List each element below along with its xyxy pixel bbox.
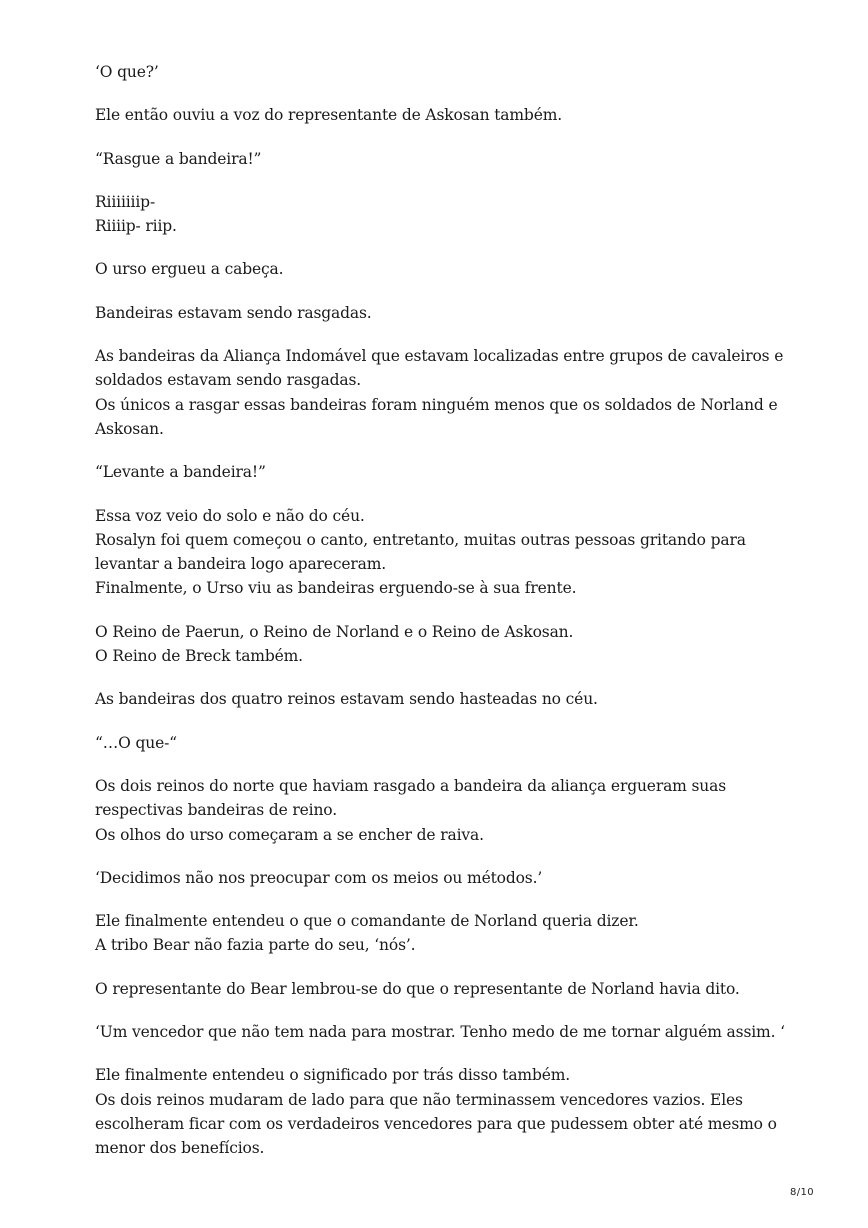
paragraph	[95, 620, 795, 669]
text-line: Finalmente, o Urso viu as bandeiras erguendo-se à sua frente.	[95, 579, 577, 598]
paragraph	[95, 344, 795, 441]
text-line: ‘Decidimos não nos preocupar com os meios ou métodos.’	[95, 868, 543, 887]
text-line: ‘O que?’	[95, 63, 159, 81]
paragraph	[95, 147, 795, 171]
text-line: O urso ergueu a cabeça.	[95, 260, 284, 279]
paragraph	[95, 103, 795, 127]
text-line: Ele finalmente entendeu o significado por trás disso também.	[95, 1066, 571, 1085]
paragraph	[95, 190, 795, 239]
paragraph	[95, 60, 795, 84]
paragraph	[95, 460, 795, 484]
text-line: Os olhos do urso começaram a se encher de raiva.	[95, 825, 484, 844]
text-line: Riiiip- riip.	[95, 217, 177, 236]
text-line: A tribo Bear não fazia parte do seu, ‘nós’.	[95, 936, 416, 955]
text-line: Os dois reinos mudaram de lado para que não terminassem vencedores vazios. Eles	[95, 1090, 743, 1109]
text-line: Rosalyn foi quem começou o canto, entretanto, muitas outras pessoas gritando para	[95, 530, 746, 549]
paragraph	[95, 866, 795, 890]
paragraph	[95, 504, 795, 601]
text-line: “Levante a bandeira!”	[95, 463, 266, 482]
text-line: “…O que-“	[95, 733, 177, 752]
text-line: Riiiiiiip-	[95, 192, 156, 211]
page-number: 8/10	[789, 1187, 814, 1198]
paragraph	[95, 301, 795, 325]
text-line: levantar a bandeira logo apareceram.	[95, 555, 387, 574]
text-line: menor dos benefícios.	[95, 1139, 265, 1158]
document-body	[95, 60, 795, 1180]
text-line: As bandeiras dos quatro reinos estavam sendo hasteadas no céu.	[95, 690, 598, 709]
paragraph	[95, 257, 795, 281]
paragraph	[95, 977, 795, 1001]
text-line: O Reino de Breck também.	[95, 647, 303, 666]
text-line: Os dois reinos do norte que haviam rasgado a bandeira da aliança ergueram suas	[95, 776, 727, 795]
text-line: Askosan.	[95, 419, 164, 438]
paragraph	[95, 687, 795, 711]
text-line: As bandeiras da Aliança Indomável que estavam localizadas entre grupos de cavaleiros e	[95, 347, 784, 366]
text-line: Ele então ouviu a voz do representante de Askosan também.	[95, 106, 563, 125]
paragraph	[95, 1020, 795, 1044]
paragraph	[95, 909, 795, 958]
paragraph	[95, 1063, 795, 1160]
text-line: O Reino de Paerun, o Reino de Norland e o Reino de Askosan.	[95, 622, 574, 641]
text-line: Ele finalmente entendeu o que o comandante de Norland queria dizer.	[95, 912, 639, 931]
text-line: escolheram ficar com os verdadeiros vencedores para que pudessem obter até mesmo o	[95, 1114, 777, 1133]
text-line: ‘Um vencedor que não tem nada para mostrar. Tenho medo de me tornar alguém assim. ‘	[95, 1023, 785, 1042]
text-line: Bandeiras estavam sendo rasgadas.	[95, 303, 372, 322]
text-line: Os únicos a rasgar essas bandeiras foram ninguém menos que os soldados de Norland e	[95, 395, 778, 414]
paragraph	[95, 731, 795, 755]
text-line: soldados estavam sendo rasgadas.	[95, 371, 362, 390]
text-line: Essa voz veio do solo e não do céu.	[95, 506, 365, 525]
text-line: respectivas bandeiras de reino.	[95, 801, 337, 820]
text-line: “Rasgue a bandeira!”	[95, 149, 262, 168]
paragraph	[95, 774, 795, 847]
text-line: O representante do Bear lembrou-se do que o representante de Norland havia dito.	[95, 979, 740, 998]
